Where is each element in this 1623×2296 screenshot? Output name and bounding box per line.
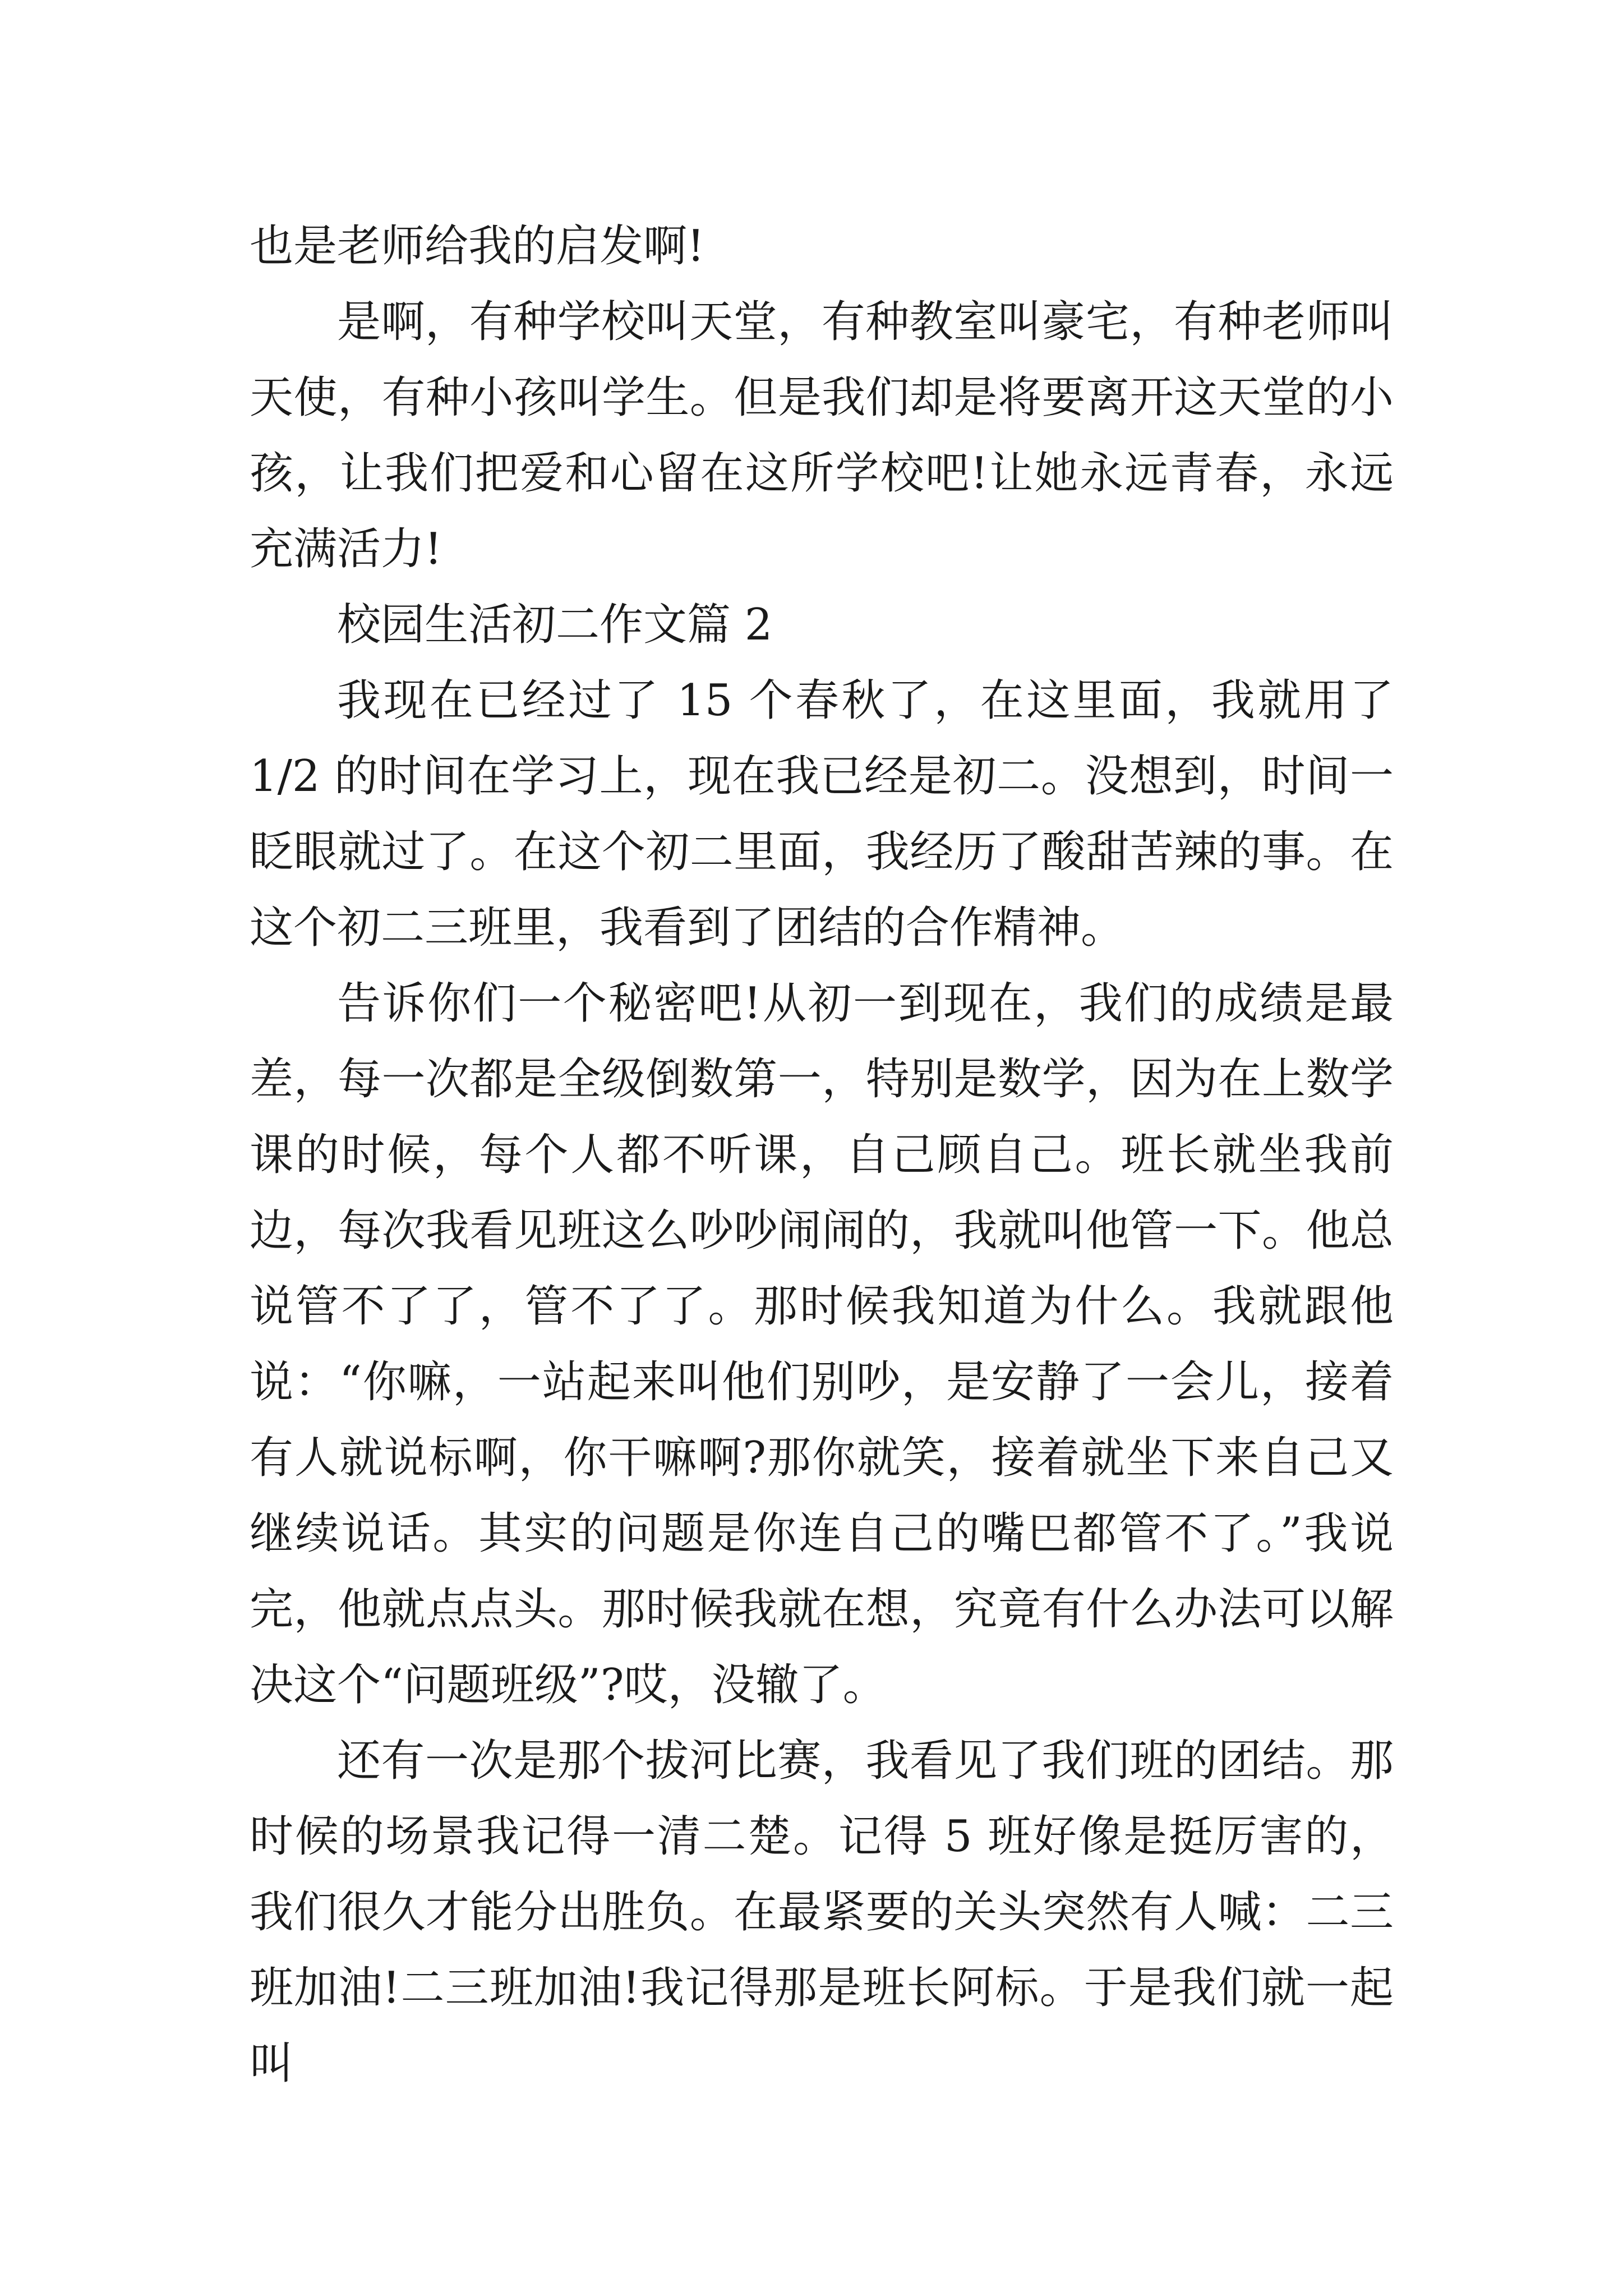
paragraph-tug-of-war: 还有一次是那个拔河比赛，我看见了我们班的团结。那时候的场景我记得一清二楚。记得 5 班好像是挺厉害的，我们很久才能分出胜负。在最紧要的关头突然有人喊：二三班加油!二三班加油!我记得那是班长阿标。于是我们就一起叫 bbox=[250, 1736, 1394, 2089]
paragraph-continuation: 也是老师给我的启发啊! bbox=[250, 221, 705, 272]
paragraph-grade-two: 我现在已经过了 15 个春秋了，在这里面，我就用了 1/2 的时间在学习上，现在我已经是初二。没想到，时间一眨眼就过了。在这个初二里面，我经历了酸甜苦辣的事。在这个初二三班里，我看到了团结的合作精神。 bbox=[250, 675, 1394, 953]
section-heading: 校园生活初二作文篇 2 bbox=[337, 600, 773, 650]
paragraph-heaven-school: 是啊，有种学校叫天堂，有种教室叫豪宅，有种老师叫天使，有种小孩叫学生。但是我们却是将要离开这天堂的小孩，让我们把爱和心留在这所学校吧!让她永远青春，永远充满活力! bbox=[250, 297, 1394, 574]
document-body bbox=[250, 209, 1394, 2102]
paragraph-secret: 告诉你们一个秘密吧!从初一到现在，我们的成绩是最差，每一次都是全级倒数第一，特别是数学，因为在上数学课的时候，每个人都不听课，自己顾自己。班长就坐我前边，每次我看见班这么吵吵闹闹的，我就叫他管一下。他总说管不了了，管不了了。那时候我知道为什么。我就跟他说：“你嘛，一站起来叫他们别吵，是安静了一会儿，接着有人就说标啊，你干嘛啊?那你就笑，接着就坐下来自己又继续说话。其实的问题是你连自己的嘴巴都管不了。”我说完，他就点点头。那时候我就在想，究竟有什么办法可以解决这个“问题班级”?哎，没辙了。 bbox=[250, 978, 1394, 1710]
